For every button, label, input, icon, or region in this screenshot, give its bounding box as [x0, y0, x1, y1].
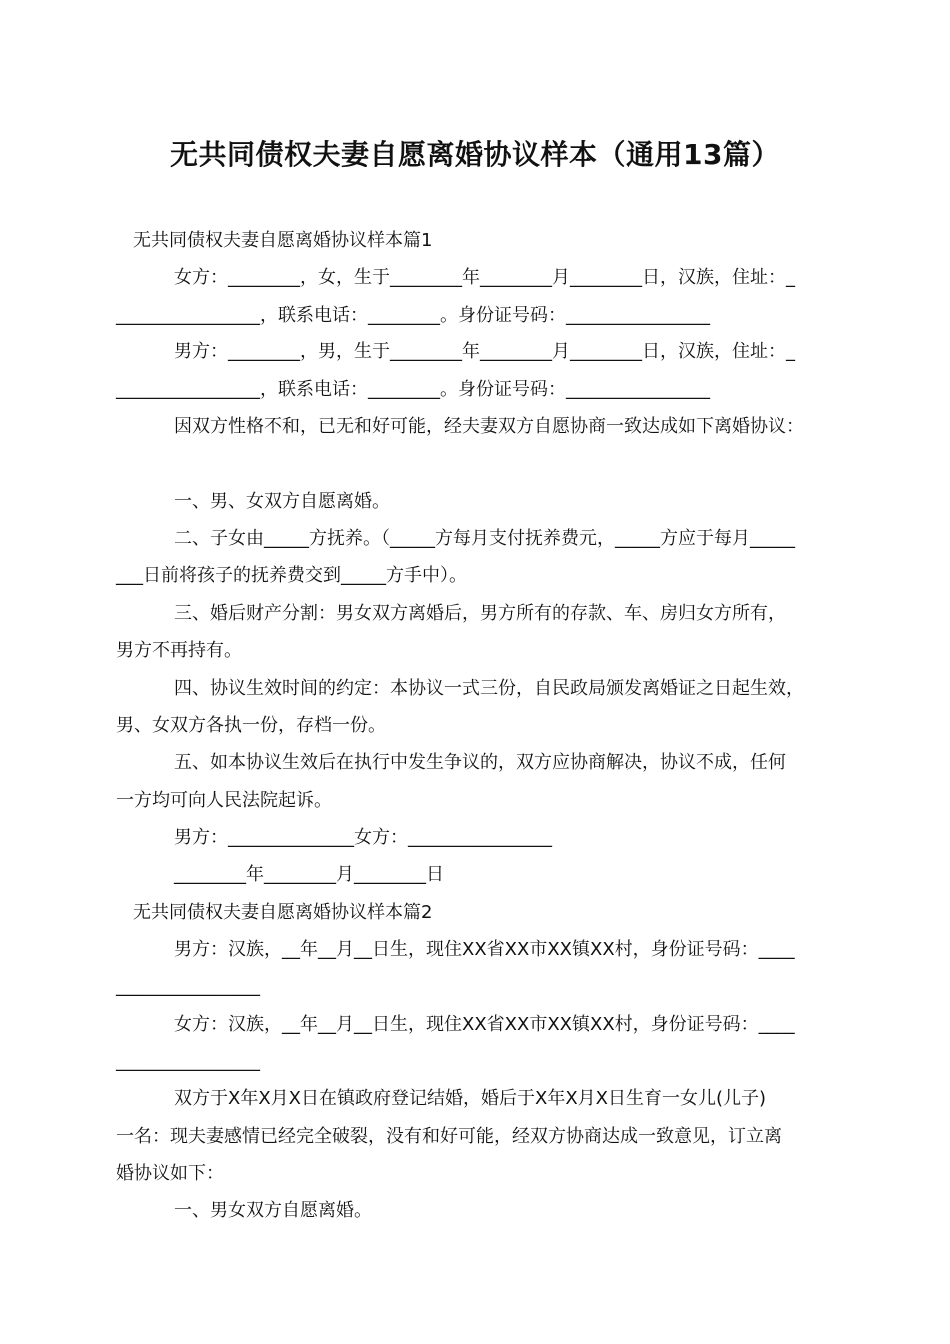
marriage-paragraph-line-2: 一名：现夫妻感情已经完全破裂，没有和好可能，经双方协商达成一致意见，订立离: [116, 1126, 782, 1147]
clause-1: 一、男、女双方自愿离婚。: [174, 491, 390, 512]
clause-4-line-1: 四、协议生效时间的约定：本协议一式三份，自民政局颁发离婚证之日起生效，: [174, 678, 804, 699]
section-heading-2: 无共同债权夫妻自愿离婚协议样本篇2: [133, 902, 433, 923]
intro-paragraph: 因双方性格不和，已无和好可能，经夫妻双方自愿协商一致达成如下离婚协议：: [174, 416, 804, 437]
clause-3-line-1: 三、婚后财产分割：男女双方离婚后，男方所有的存款、车、房归女方所有，: [174, 603, 786, 624]
male-info-line-1-s2: 男方：汉族，__年__月__日生，现住XX省XX市XX镇XX村，身份证号码：____: [174, 939, 795, 960]
clause-5-line-2: 一方均可向人民法院起诉。: [116, 790, 332, 811]
female-info-line-1: 女方：________，女，生于________年________月________日，汉族，住址：_: [174, 267, 795, 288]
male-info-line-1: 男方：________，男，生于________年________月________日，汉族，住址：_: [174, 341, 795, 362]
page-title: 无共同债权夫妻自愿离婚协议样本（通用13篇）: [170, 138, 780, 171]
clause-2-line-1: 二、子女由_____方抚养。（_____方每月支付抚养费元，_____方应于每月_____: [174, 528, 795, 549]
signature-line: 男方：______________女方：________________: [174, 827, 552, 848]
female-info-line-2-s2: ________________: [116, 1051, 260, 1072]
clause-3-line-2: 男方不再持有。: [116, 640, 242, 661]
clause-1-s2: 一、男女双方自愿离婚。: [174, 1200, 372, 1221]
marriage-paragraph-line-1: 双方于X年X月X日在镇政府登记结婚，婚后于X年X月X日生育一女儿(儿子): [174, 1088, 767, 1109]
date-line: ________年________月________日: [174, 864, 444, 885]
male-info-line-2: ________________，联系电话：________。身份证号码：________________: [116, 379, 710, 400]
female-info-line-2: ________________，联系电话：________。身份证号码：________________: [116, 305, 710, 326]
male-info-line-2-s2: ________________: [116, 976, 260, 997]
clause-5-line-1: 五、如本协议生效后在执行中发生争议的，双方应协商解决，协议不成，任何: [174, 752, 786, 773]
female-info-line-1-s2: 女方：汉族，__年__月__日生，现住XX省XX市XX镇XX村，身份证号码：____: [174, 1014, 795, 1035]
clause-2-line-2: ___日前将孩子的抚养费交到_____方手中）。: [116, 565, 467, 586]
section-heading-1: 无共同债权夫妻自愿离婚协议样本篇1: [133, 230, 433, 251]
clause-4-line-2: 男、女双方各执一份，存档一份。: [116, 715, 386, 736]
marriage-paragraph-line-3: 婚协议如下：: [116, 1163, 224, 1184]
